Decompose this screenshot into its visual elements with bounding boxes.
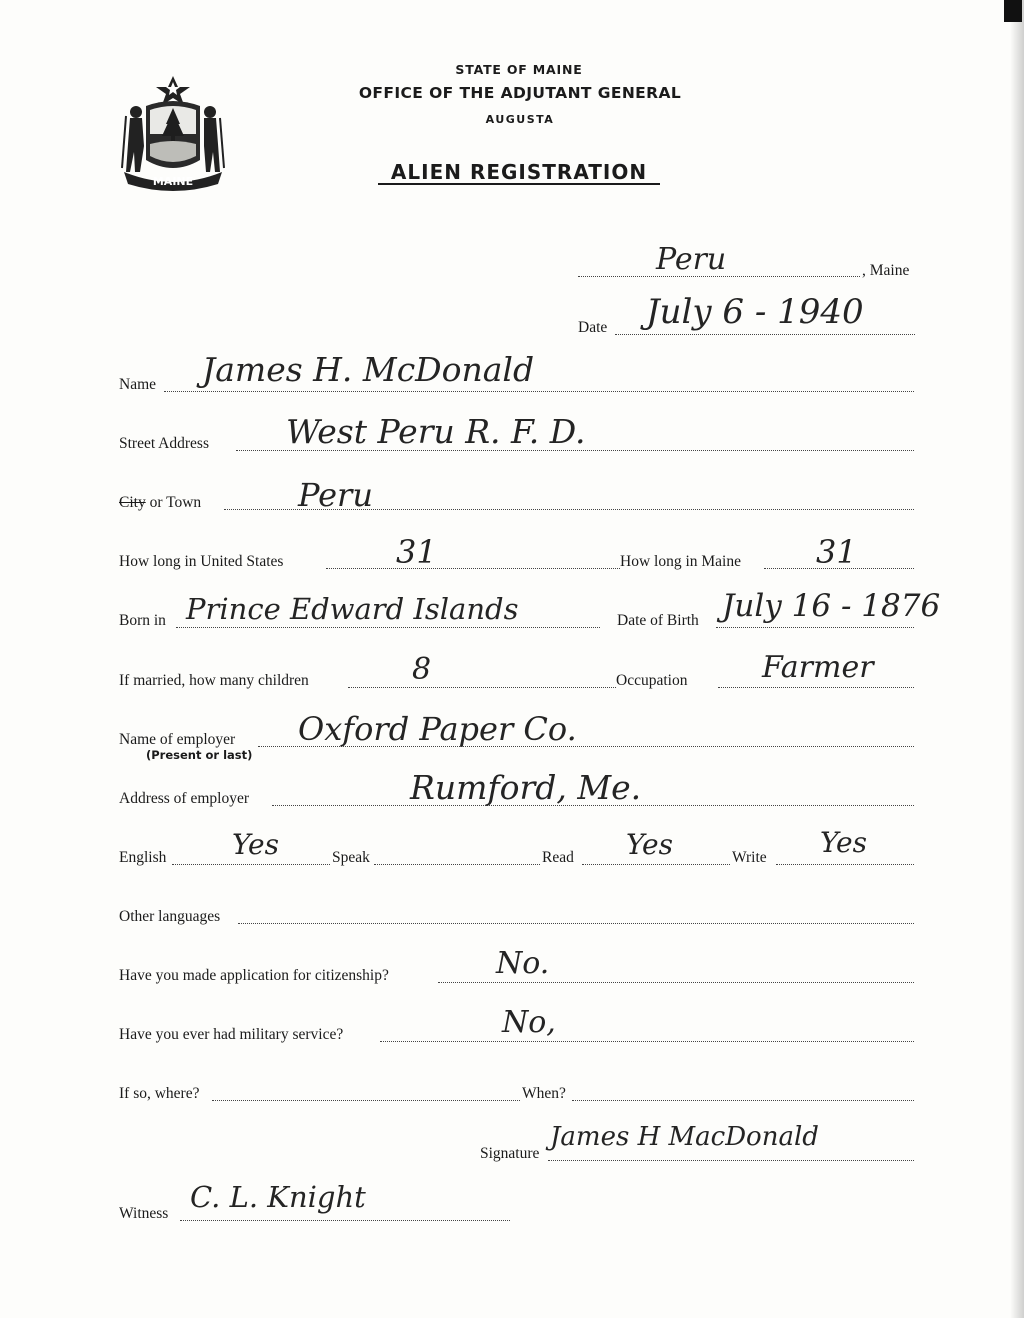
occupation-label: Occupation	[616, 672, 688, 689]
name-value: James H. McDonald	[202, 350, 535, 389]
name-label: Name	[119, 376, 157, 393]
born-in-label: Born in	[119, 612, 166, 629]
witness-label: Witness	[119, 1205, 169, 1222]
read-label: Read	[542, 849, 574, 866]
city-heading: AUGUSTA	[485, 113, 555, 126]
born-in-line	[176, 627, 600, 628]
read-value: Yes	[626, 828, 673, 861]
employer-label: Name of employer	[119, 731, 236, 748]
how-long-us-value: 31	[396, 533, 437, 571]
how-long-maine-value: 31	[816, 533, 857, 571]
employer-address-label: Address of employer	[119, 790, 249, 807]
citizenship-line	[438, 982, 914, 983]
military-line	[380, 1041, 914, 1042]
scan-edge-shadow	[1010, 0, 1024, 1318]
employer-address-value: Rumford, Me.	[410, 768, 642, 807]
state-heading: STATE OF MAINE	[455, 62, 583, 77]
street-value: West Peru R. F. D.	[286, 412, 586, 451]
employer-note: (Present or last)	[146, 748, 253, 762]
citizenship-label: Have you made application for citizenship?	[119, 967, 389, 984]
signature-value: James H MacDonald	[550, 1122, 819, 1152]
date-label: Date	[578, 319, 608, 336]
other-languages-line	[238, 923, 914, 924]
military-label: Have you ever had military service?	[119, 1026, 344, 1043]
city-label-struck: City	[119, 494, 146, 511]
speak-line	[374, 864, 540, 865]
name-line	[164, 391, 914, 392]
occupation-line	[718, 687, 914, 688]
witness-line	[180, 1220, 510, 1221]
other-languages-label: Other languages	[119, 908, 221, 925]
title-underline	[378, 183, 660, 185]
write-label: Write	[732, 849, 767, 866]
english-label: English	[119, 849, 167, 866]
date-of-birth-label: Date of Birth	[617, 612, 699, 629]
city-label	[119, 494, 201, 512]
how-long-maine-label: How long in Maine	[620, 553, 741, 570]
signature-line	[548, 1160, 914, 1161]
town-header-value: Peru	[656, 242, 727, 277]
speak-label: Speak	[332, 849, 370, 866]
date-of-birth-line	[716, 627, 914, 628]
city-value: Peru	[298, 476, 373, 514]
children-label: If married, how many children	[119, 672, 309, 689]
if-so-where-label: If so, where?	[119, 1085, 200, 1102]
form-title: ALIEN REGISTRATION	[390, 160, 648, 184]
write-line	[776, 864, 914, 865]
occupation-value: Farmer	[762, 650, 874, 685]
witness-value: C. L. Knight	[190, 1180, 366, 1214]
children-line	[348, 687, 616, 688]
when-label: When?	[522, 1085, 566, 1102]
citizenship-value: No.	[496, 946, 550, 981]
date-line	[615, 334, 915, 335]
read-line	[582, 864, 730, 865]
employer-value: Oxford Paper Co.	[298, 710, 577, 748]
street-label: Street Address	[119, 435, 209, 452]
write-value: Yes	[820, 826, 867, 859]
if-so-where-line	[212, 1100, 520, 1101]
when-line	[572, 1100, 914, 1101]
how-long-us-label: How long in United States	[119, 553, 284, 570]
children-value: 8	[412, 652, 432, 687]
office-heading: OFFICE OF THE ADJUTANT GENERAL	[358, 84, 682, 102]
date-value: July 6 - 1940	[646, 292, 864, 332]
city-label-rest: or Town	[145, 494, 202, 511]
english-line	[172, 864, 330, 865]
signature-label: Signature	[480, 1145, 540, 1162]
maine-suffix: , Maine	[862, 262, 910, 279]
seal-motto: MAINE	[152, 175, 194, 188]
how-long-us-line	[326, 568, 620, 569]
scan-corner-mark	[1004, 0, 1022, 22]
english-value: Yes	[232, 828, 279, 861]
date-of-birth-value: July 16 - 1876	[722, 588, 941, 624]
born-in-value: Prince Edward Islands	[186, 592, 519, 626]
military-value: No,	[502, 1005, 556, 1040]
